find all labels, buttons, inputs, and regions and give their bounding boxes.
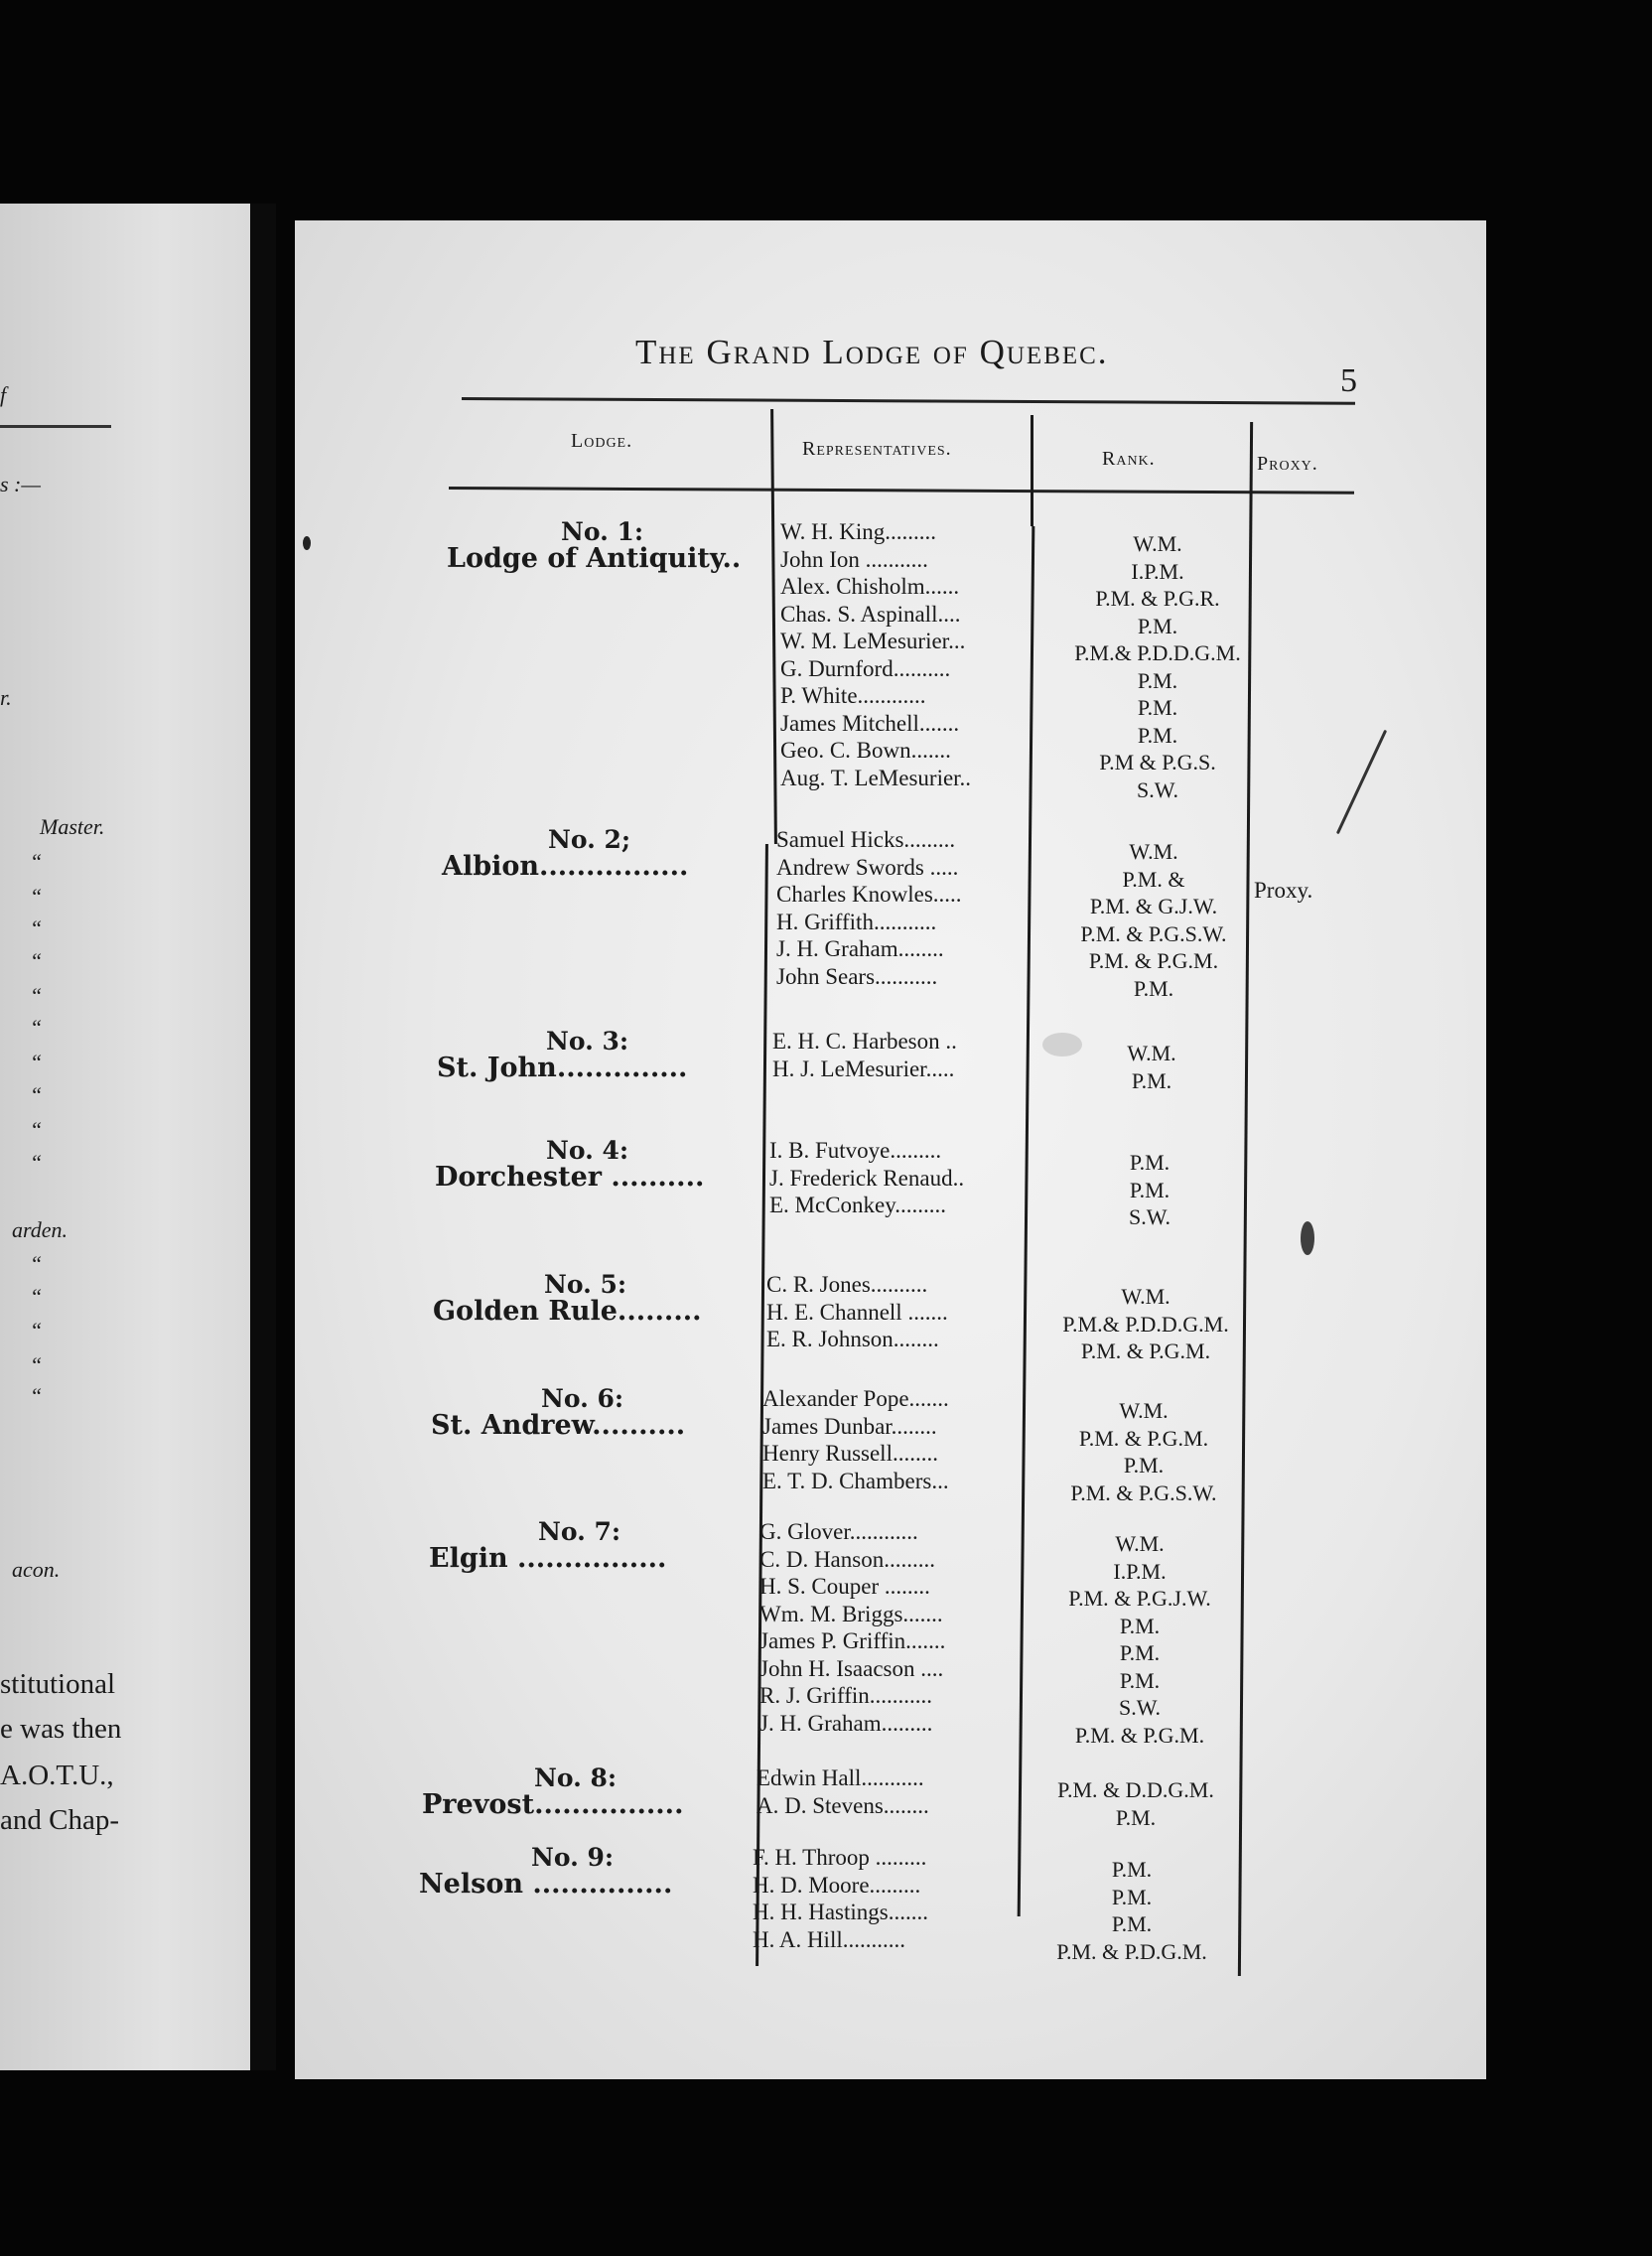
representative-rank: P.M. & P.G.R.: [1095, 586, 1220, 611]
representative-rank: P.M. & P.G.M.: [1088, 948, 1219, 973]
representative-name: E. R. Johnson........: [766, 1327, 939, 1351]
left-page-fragment: “: [30, 948, 43, 973]
ink-speck: [303, 536, 311, 550]
lodge-number: No. 3:: [546, 1027, 629, 1056]
representative-name: James Dunbar........: [762, 1413, 937, 1439]
representative-rank: P.M. & P.G.S.W.: [1080, 920, 1227, 946]
left-page-fragment: “: [30, 1117, 43, 1142]
left-page-fragment: “: [30, 1015, 43, 1040]
representative-rank: P.M & P.G.S.: [1099, 750, 1216, 775]
representative-rank: P.M.: [1129, 1177, 1170, 1202]
representative-rank: P.M.: [1137, 613, 1178, 638]
representative-name: Alexander Pope.......: [762, 1386, 949, 1411]
representative-name: G. Durnford..........: [780, 655, 951, 681]
left-page-fragment: “: [30, 884, 43, 909]
column-header-lodge: Lodge.: [571, 430, 633, 452]
representative-rank: W.M.: [1129, 839, 1178, 864]
representative-name: H. H. Hastings.......: [753, 1900, 928, 1924]
representative-rank: P.M.: [1137, 722, 1178, 748]
lodge-name: Dorchester ..........: [435, 1162, 705, 1193]
lodge-name: Prevost................: [422, 1789, 684, 1820]
left-page-fragment: “: [30, 1082, 43, 1107]
representative-rank: P.M.: [1111, 1857, 1153, 1882]
representative-rank: P.M. & G.J.W.: [1089, 894, 1218, 918]
representative-name: H. E. Channell .......: [766, 1299, 948, 1325]
left-page-fragment: f: [0, 382, 7, 407]
left-page-fragment: e was then: [0, 1713, 122, 1745]
left-page-fragment: “: [30, 1050, 43, 1074]
representative-name: E. T. D. Chambers...: [762, 1468, 949, 1493]
representative-rank: P.M.: [1137, 695, 1178, 720]
paper-smudge: [1042, 1033, 1082, 1057]
representative-rank: W.M.: [1115, 1531, 1165, 1556]
representative-rank: S.W.: [1137, 776, 1178, 802]
representative-name: C. R. Jones..........: [766, 1272, 928, 1297]
representative-rank: P.M. & P.G.M.: [1074, 1722, 1205, 1748]
representative-name: Edwin Hall...........: [757, 1765, 924, 1790]
lodge-name: St. John..............: [437, 1053, 688, 1083]
representative-name: J. H. Graham.........: [759, 1710, 933, 1736]
representative-rank: W.M.: [1121, 1284, 1170, 1309]
left-page-fragment: acon.: [12, 1557, 61, 1582]
representative-rank: I.P.M.: [1113, 1558, 1167, 1584]
representative-name: Samuel Hicks.........: [776, 827, 956, 852]
representative-name: Andrew Swords .....: [776, 854, 959, 880]
representative-name: J. Frederick Renaud..: [769, 1165, 965, 1191]
representative-rank: W.M.: [1119, 1398, 1169, 1423]
ink-mark: [1301, 1221, 1314, 1255]
representative-name: James Mitchell.......: [780, 710, 960, 736]
gutter-rule: [250, 204, 276, 2070]
left-page-fragment: A.O.T.U.,: [0, 1760, 114, 1791]
column-divider-rep-top: [1031, 415, 1033, 526]
representative-name: H. J. LeMesurier.....: [772, 1056, 955, 1081]
representative-name: John Ion ...........: [780, 546, 928, 572]
representative-rank: S.W.: [1119, 1695, 1161, 1720]
representative-name: G. Glover............: [759, 1519, 918, 1544]
representative-rank: W.M.: [1127, 1041, 1176, 1065]
representative-rank: P.M.& P.D.D.G.M.: [1074, 640, 1241, 665]
representative-name: P. White............: [780, 683, 926, 708]
column-header-proxy: Proxy.: [1257, 453, 1318, 475]
representative-rank: P.M.: [1111, 1911, 1153, 1936]
representative-rank: P.M.: [1131, 1067, 1172, 1093]
lodge-number: No. 9:: [531, 1843, 615, 1872]
lodge-name: Albion................: [442, 851, 689, 882]
lodge-name: Lodge of Antiquity..: [447, 543, 742, 574]
representative-name: Aug. T. LeMesurier..: [780, 765, 972, 790]
left-page-fragment: “: [30, 1284, 43, 1309]
representative-rank: P.M.: [1111, 1884, 1153, 1909]
representative-rank: P.M.: [1119, 1640, 1161, 1665]
representative-name: Charles Knowles.....: [776, 882, 962, 907]
lodge-name: Nelson ...............: [419, 1869, 673, 1900]
representative-name: Alex. Chisholm......: [780, 574, 960, 599]
lodge-number: No. 7:: [538, 1517, 621, 1546]
representative-rank: I.P.M.: [1131, 558, 1184, 584]
left-page-fragment: Master.: [40, 814, 105, 839]
representative-rank: S.W.: [1129, 1204, 1170, 1229]
representative-name: Wm. M. Briggs.......: [759, 1601, 943, 1626]
representative-name: R. J. Griffin...........: [759, 1683, 932, 1708]
representative-name: John Sears...........: [776, 963, 938, 989]
lodge-number: No. 8:: [534, 1763, 618, 1792]
lodge-number: No. 5:: [544, 1270, 627, 1299]
representative-name: H. S. Couper ........: [759, 1574, 930, 1599]
lodge-name: Elgin ................: [429, 1543, 667, 1574]
representative-name: A. D. Stevens........: [757, 1792, 929, 1818]
column-header-representatives: Representatives.: [802, 438, 952, 460]
lodge-number: No. 1:: [561, 517, 644, 546]
representative-rank: P.M.: [1129, 1150, 1170, 1175]
representative-name: I. B. Futvoye.........: [769, 1138, 942, 1163]
running-head: The Grand Lodge of Quebec.: [635, 333, 1109, 371]
left-page-fragment: s :—: [0, 472, 41, 496]
left-page-fragment: stitutional: [0, 1668, 115, 1700]
proxy-label: Proxy.: [1254, 878, 1313, 903]
representative-name: Chas. S. Aspinall....: [780, 601, 961, 627]
representative-name: J. H. Graham........: [776, 936, 944, 961]
representative-name: Geo. C. Bown.......: [780, 738, 951, 763]
left-page-fragment: “: [30, 1251, 43, 1276]
representative-rank: P.M.: [1119, 1667, 1161, 1693]
representative-name: H. A. Hill...........: [753, 1926, 905, 1952]
left-page-fragment: “: [30, 1352, 43, 1377]
lodge-number: No. 4:: [546, 1136, 629, 1165]
page-number: 5: [1340, 362, 1357, 399]
left-page-fragment: r.: [0, 685, 12, 710]
representative-rank: W.M.: [1133, 531, 1182, 556]
left-page-fragment: “: [30, 1150, 43, 1175]
left-page-rule: [0, 425, 111, 428]
representative-name: James P. Griffin.......: [759, 1628, 946, 1653]
lodge-name: St. Andrew..........: [431, 1410, 686, 1441]
representative-name: W. M. LeMesurier...: [780, 629, 966, 653]
lodge-number: No. 2;: [548, 825, 631, 854]
left-page-fragment: arden.: [12, 1217, 69, 1242]
left-page-fragment: “: [30, 916, 43, 940]
representative-name: John H. Isaacson ....: [759, 1655, 944, 1681]
left-page-fragment: “: [30, 983, 43, 1008]
column-header-rank: Rank.: [1102, 448, 1156, 470]
representative-rank: P.M. & P.D.G.M.: [1056, 1938, 1207, 1964]
representative-name: H. D. Moore.........: [753, 1872, 921, 1898]
representative-rank: P.M.: [1137, 667, 1178, 693]
representative-rank: P.M. &: [1122, 866, 1185, 892]
representative-rank: P.M.: [1133, 975, 1174, 1001]
left-page-fragment: “: [30, 1383, 43, 1408]
representative-rank: P.M.: [1115, 1804, 1157, 1830]
left-page-fragment: “: [30, 849, 43, 874]
representative-name: E. McConkey.........: [769, 1193, 947, 1217]
left-page-fragment: “: [30, 1318, 43, 1342]
representative-name: W. H. King.........: [780, 519, 936, 544]
representative-name: F. H. Throop .........: [753, 1845, 927, 1870]
representative-rank: P.M. & P.G.S.W.: [1070, 1480, 1217, 1505]
representative-rank: P.M. & P.G.M.: [1080, 1339, 1211, 1363]
representative-rank: P.M.: [1123, 1453, 1165, 1478]
representative-rank: P.M.: [1119, 1613, 1161, 1638]
representative-rank: P.M. & D.D.G.M.: [1057, 1777, 1214, 1802]
representative-name: H. Griffith...........: [776, 909, 937, 934]
left-page-fragment: and Chap-: [0, 1804, 119, 1836]
lodge-name: Golden Rule.........: [433, 1296, 702, 1327]
lodge-number: No. 6:: [541, 1384, 624, 1413]
representative-rank: P.M. & P.G.J.W.: [1068, 1586, 1211, 1611]
representative-name: C. D. Hanson.........: [759, 1546, 935, 1572]
representative-name: Henry Russell........: [762, 1441, 938, 1466]
representative-name: E. H. C. Harbeson ..: [772, 1029, 957, 1054]
representative-rank: P.M.& P.D.D.G.M.: [1062, 1311, 1229, 1337]
representative-rank: P.M. & P.G.M.: [1078, 1425, 1209, 1451]
